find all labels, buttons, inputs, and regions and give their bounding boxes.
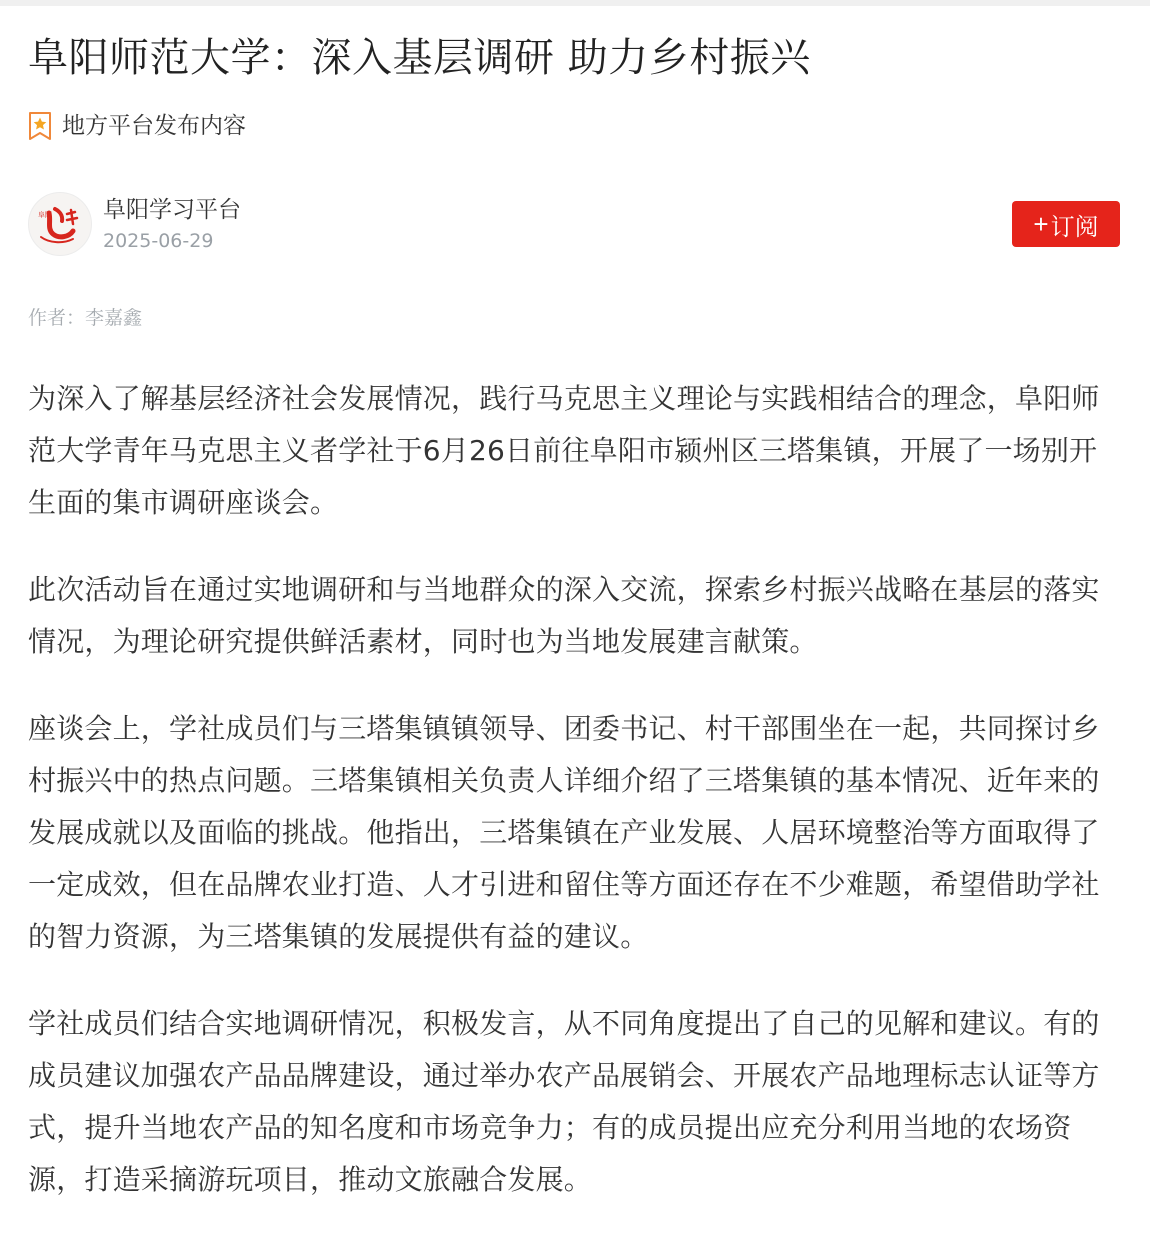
publisher-avatar[interactable] xyxy=(28,192,92,256)
article-paragraph: 学社成员们结合实地调研情况，积极发言，从不同角度提出了自己的见解和建议。有的成员建议加强农产品品牌建设，通过举办农产品展销会、开展农产品地理标志认证等方式，提升当地农产品的知名度和市场竞争力；有的成员提出应充分利用当地的农场资源，打造采摘游玩项目，推动文旅融合发展。 xyxy=(28,1007,1100,1196)
publisher-row xyxy=(28,192,1120,256)
subscribe-label: 订阅 xyxy=(1050,213,1099,241)
subscribe-button[interactable] xyxy=(1012,201,1120,247)
star-bookmark-icon xyxy=(28,112,52,140)
article-title: 阜阳师范大学：深入基层调研 助力乡村振兴 xyxy=(28,35,811,81)
article-paragraph: 此次活动旨在通过实地调研和与当地群众的深入交流，探索乡村振兴战略在基层的落实情况，为理论研究提供鲜活素材，同时也为当地发展建言献策。 xyxy=(28,573,1100,658)
author-line: 作者：李嘉鑫 xyxy=(28,307,143,329)
plus-icon: + xyxy=(1033,209,1049,239)
source-tag-label: 地方平台发布内容 xyxy=(62,113,246,139)
source-tag[interactable] xyxy=(28,110,246,142)
fuyang-study-platform-logo xyxy=(29,193,91,255)
article-paragraph: 座谈会上，学社成员们与三塔集镇镇领导、团委书记、村干部围坐在一起，共同探讨乡村振兴中的热点问题。三塔集镇相关负责人详细介绍了三塔集镇的基本情况、近年来的发展成就以及面临的挑战。他指出，三塔集镇在产业发展、人居环境整治等方面取得了一定成效，但在品牌农业打造、人才引进和留住等方面还存在不少难题，希望借助学社的智力资源，为三塔集镇的发展提供有益的建议。 xyxy=(28,712,1100,953)
avatar-logo-text: 阜阳 xyxy=(38,211,52,219)
article-body xyxy=(28,373,1120,1241)
publisher-name[interactable]: 阜阳学习平台 xyxy=(103,197,241,223)
article-paragraph: 为深入了解基层经济社会发展情况，践行马克思主义理论与实践相结合的理念，阜阳师范大学青年马克思主义者学社于6月26日前往阜阳市颍州区三塔集镇，开展了一场别开生面的集市调研座谈会。 xyxy=(28,382,1100,519)
top-strip xyxy=(0,0,1150,6)
publish-date: 2025-06-29 xyxy=(103,230,214,252)
